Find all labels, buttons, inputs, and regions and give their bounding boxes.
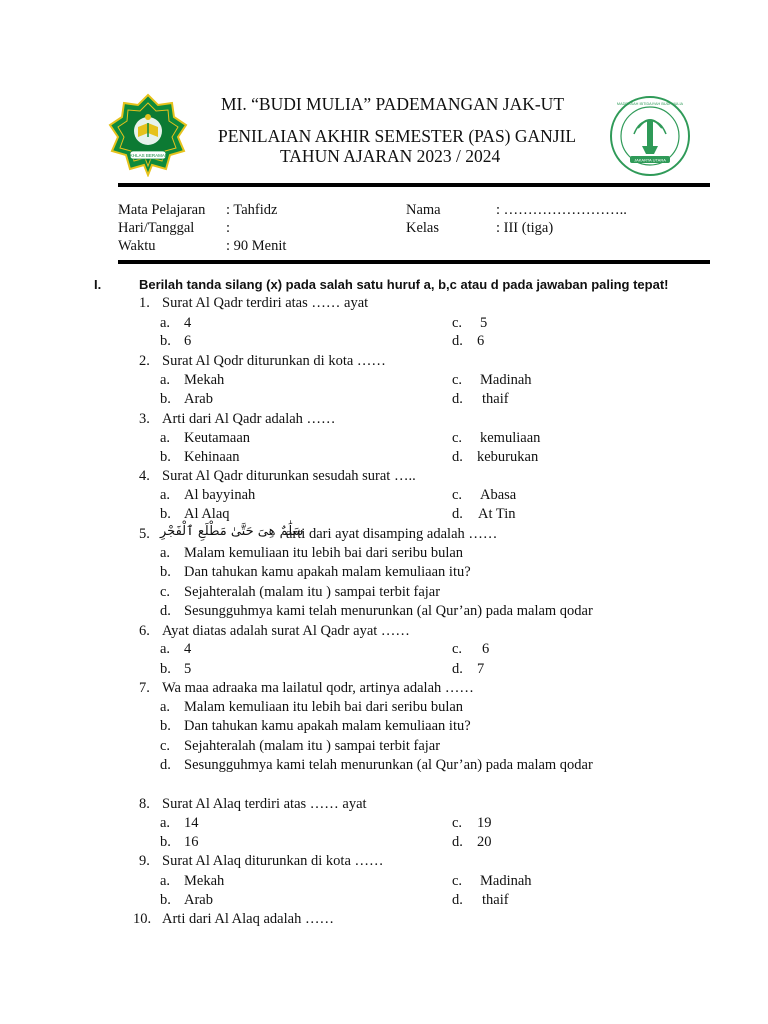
option-letter: c. <box>452 487 463 503</box>
option-d: Sesungguhmya kami telah menurunkan (al Qur’an) pada malam qodar <box>184 757 593 773</box>
question-text: Surat Al Qadr diturunkan sesudah surat ….. <box>162 468 416 484</box>
option-c: 6 <box>482 641 490 657</box>
arabic-verse: سَلَٰمٌ هِىَ حَتَّىٰ مَطْلَعِ ٱلْفَجْرِ <box>160 524 304 539</box>
option-letter: b. <box>160 892 171 908</box>
question-text: Surat Al Qodr diturunkan di kota …… <box>162 353 386 369</box>
option-b: 16 <box>184 834 199 850</box>
option-letter: a. <box>160 315 171 331</box>
option-c: Madinah <box>480 372 532 388</box>
option-b: Kehinaan <box>184 449 240 465</box>
question-number: 8. <box>139 796 150 812</box>
school-name: MI. “BUDI MULIA” PADEMANGAN JAK-UT <box>221 94 565 114</box>
option-d: Sesungguhmya kami telah menurunkan (al Qur’an) pada malam qodar <box>184 603 593 619</box>
name-value: : …………………….. <box>496 202 627 218</box>
option-letter: a. <box>160 430 171 446</box>
exam-title: PENILAIAN AKHIR SEMESTER (PAS) GANJIL <box>218 126 577 146</box>
option-b: Al Alaq <box>184 506 230 522</box>
option-letter: c. <box>452 430 463 446</box>
option-letter: b. <box>160 661 171 677</box>
question-number: 1. <box>139 295 150 311</box>
option-letter: b. <box>160 834 171 850</box>
option-c: Sejahteralah (malam itu ) sampai terbit fajar <box>184 738 441 754</box>
question-text: Arti dari Al Qadr adalah …… <box>162 411 336 427</box>
option-letter: d. <box>452 449 463 465</box>
option-b: Arab <box>184 892 213 908</box>
option-letter: c. <box>452 641 463 657</box>
option-letter: c. <box>452 315 463 331</box>
option-d: keburukan <box>477 449 539 465</box>
question-number: 6. <box>139 623 150 639</box>
option-d: 6 <box>477 333 485 349</box>
option-a: Al bayyinah <box>184 487 256 503</box>
option-letter: a. <box>160 545 171 561</box>
option-letter: b. <box>160 449 171 465</box>
question-number: 3. <box>139 411 150 427</box>
option-letter: c. <box>452 815 463 831</box>
option-letter: d. <box>452 391 463 407</box>
subject-label: Mata Pelajaran <box>118 202 206 218</box>
option-letter: a. <box>160 487 171 503</box>
option-a: Mekah <box>184 372 225 388</box>
class-label: Kelas <box>406 220 440 236</box>
option-letter: b. <box>160 718 171 734</box>
option-letter: d. <box>452 333 463 349</box>
option-a: Malam kemuliaan itu lebih bai dari seribu bulan <box>184 699 464 715</box>
option-letter: b. <box>160 333 171 349</box>
option-letter: a. <box>160 873 171 889</box>
option-c: 5 <box>480 315 488 331</box>
question-number: 9. <box>139 853 150 869</box>
option-letter: b. <box>160 564 171 580</box>
option-letter: d. <box>452 834 463 850</box>
question-number: 4. <box>139 468 150 484</box>
option-letter: a. <box>160 641 171 657</box>
section-instruction: Berilah tanda silang (x) pada salah satu huruf a, b,c atau d pada jawaban paling tepat! <box>139 277 669 292</box>
option-b: 5 <box>184 661 192 677</box>
time-label: Waktu <box>118 238 156 254</box>
ministry-logo <box>106 93 190 177</box>
date-value: : <box>226 220 231 236</box>
option-letter: c. <box>452 372 463 388</box>
option-letter: a. <box>160 815 171 831</box>
option-letter: d. <box>452 506 463 522</box>
option-b: 6 <box>184 333 192 349</box>
section-number: I. <box>94 277 102 292</box>
option-letter: b. <box>160 391 171 407</box>
option-letter: d. <box>452 892 463 908</box>
option-a: Keutamaan <box>184 430 251 446</box>
option-c: kemuliaan <box>480 430 541 446</box>
question-number: 7. <box>139 680 150 696</box>
option-letter: d. <box>160 757 171 773</box>
option-letter: d. <box>452 661 463 677</box>
option-c: Abasa <box>480 487 517 503</box>
question-text: Surat Al Alaq terdiri atas …… ayat <box>162 796 367 812</box>
academic-year: TAHUN AJARAN 2023 / 2024 <box>280 146 501 166</box>
option-c: 19 <box>477 815 492 831</box>
option-letter: d. <box>160 603 171 619</box>
option-d: 7 <box>477 661 485 677</box>
option-d: thaif <box>482 391 509 407</box>
option-letter: a. <box>160 699 171 715</box>
question-text: arti dari ayat disamping adalah …… <box>286 526 498 542</box>
header-rule <box>118 183 710 187</box>
question-text: Ayat diatas adalah surat Al Qadr ayat …… <box>162 623 410 639</box>
option-a: 4 <box>184 315 192 331</box>
subject-value: : Tahfidz <box>226 202 278 218</box>
question-number: 5. <box>139 526 150 542</box>
option-a: Malam kemuliaan itu lebih bai dari seribu bulan <box>184 545 464 561</box>
svg-text:IKHLAS BERAMAL: IKHLAS BERAMAL <box>128 153 168 158</box>
question-text: Surat Al Qadr terdiri atas …… ayat <box>162 295 369 311</box>
svg-text:MADRASAH IBTIDAIYAH BUDI MULIA: MADRASAH IBTIDAIYAH BUDI MULIA <box>616 102 684 106</box>
question-number: 10. <box>133 911 152 927</box>
question-text: Arti dari Al Alaq adalah …… <box>162 911 334 927</box>
option-a: 14 <box>184 815 199 831</box>
option-d: thaif <box>482 892 509 908</box>
school-seal <box>608 94 692 178</box>
option-c: Madinah <box>480 873 532 889</box>
question-number: 2. <box>139 353 150 369</box>
option-d: At Tin <box>478 506 516 522</box>
option-b: Arab <box>184 391 213 407</box>
time-value: : 90 Menit <box>226 238 287 254</box>
svg-text:JAKARTA UTARA: JAKARTA UTARA <box>634 157 666 163</box>
option-b: Dan tahukan kamu apakah malam kemuliaan itu? <box>184 718 471 734</box>
option-a: 4 <box>184 641 192 657</box>
option-d: 20 <box>477 834 492 850</box>
option-b: Dan tahukan kamu apakah malam kemuliaan itu? <box>184 564 471 580</box>
option-letter: c. <box>160 738 171 754</box>
option-c: Sejahteralah (malam itu ) sampai terbit fajar <box>184 584 441 600</box>
option-letter: c. <box>452 873 463 889</box>
name-label: Nama <box>406 202 441 218</box>
class-value: : III (tiga) <box>496 220 554 236</box>
option-letter: a. <box>160 372 171 388</box>
date-label: Hari/Tanggal <box>118 220 195 236</box>
question-text: Surat Al Alaq diturunkan di kota …… <box>162 853 384 869</box>
question-text: Wa maa adraaka ma lailatul qodr, artinya adalah …… <box>162 680 474 696</box>
info-rule <box>118 260 710 264</box>
option-letter: b. <box>160 506 171 522</box>
option-a: Mekah <box>184 873 225 889</box>
option-letter: c. <box>160 584 171 600</box>
